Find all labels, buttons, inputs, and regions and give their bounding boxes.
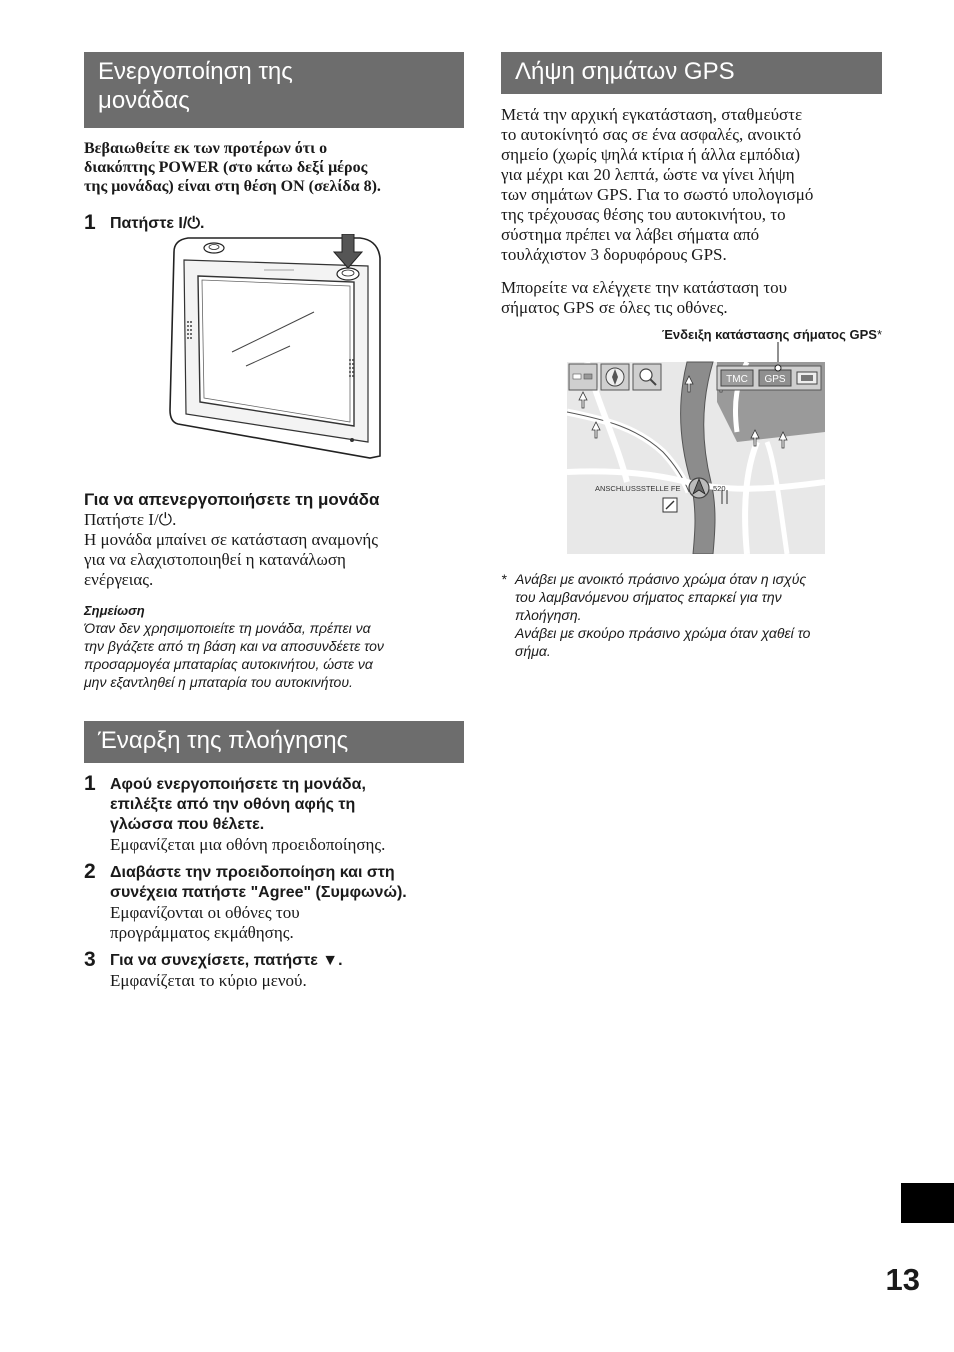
title-line: Αφού ενεργοποιήσετε τη μονάδα,	[110, 776, 366, 793]
body-line: Μετά την αρχική εγκατάσταση, σταθμεύστε	[501, 105, 803, 124]
body-line: το αυτοκίνητό σας σε ένα ασφαλές, ανοικτό	[501, 125, 802, 144]
body-line: σημείο (χωρίς ψηλά κτίρια ή άλλα εμπόδια)	[501, 145, 800, 164]
gps-footnote	[501, 570, 882, 660]
section-heading-start-navigation: Έναρξη της πλοήγησης	[84, 721, 464, 763]
note-line: Όταν δεν χρησιμοποιείτε τη μονάδα, πρέπει να	[84, 620, 371, 636]
street-label: ANSCHLUSSSTELLE FE	[595, 484, 681, 493]
gps-indicator-caption	[501, 327, 882, 342]
footnote-line: πλοήγηση.	[515, 607, 582, 623]
title-line: συνέχεια πατήστε "Agree" (Συμφωνώ).	[110, 884, 407, 901]
body-line: των σημάτων GPS. Για το σωστό υπολογισμό	[501, 185, 814, 204]
heading-line: Ενεργοποίηση της	[98, 58, 293, 85]
right-column	[501, 52, 882, 660]
footnote-line: Ανάβει με ανοικτό πράσινο χρώμα όταν η ισχύς	[515, 571, 807, 587]
step-body: Εμφανίζεται μια οθόνη προειδοποίησης.	[110, 835, 386, 854]
note-text	[84, 619, 464, 691]
footnote-line: του λαμβανόμενου σήματος επαρκεί για την	[515, 589, 782, 605]
step-number: 1	[84, 772, 96, 795]
section-tab	[901, 1183, 954, 1223]
footnote-line: σήμα.	[515, 643, 551, 659]
gps-label: GPS	[764, 374, 786, 385]
body-line: για να ελαχιστοποιηθεί η κατανάλωση	[84, 550, 346, 569]
nav-step-3	[84, 948, 464, 991]
body-line: για μέχρι και 20 λεπτά, ώστε να γίνει λήψη	[501, 165, 795, 184]
gps-map-screenshot	[567, 342, 825, 554]
body-line: σήματος GPS σε όλες τις οθόνες.	[501, 298, 728, 317]
step-body	[110, 903, 464, 943]
intro-text	[84, 139, 464, 196]
caption-mark: *	[876, 327, 882, 342]
body-line: Εμφανίζονται οι οθόνες του	[110, 903, 300, 922]
intro-line: της μονάδας) είναι στη θέση ON (σελίδα 8).	[84, 178, 381, 195]
caption-text: Ένδειξη κατάστασης σήματος GPS	[661, 327, 877, 342]
body-line: Η μονάδα μπαίνει σε κατάσταση αναμονής	[84, 530, 378, 549]
intro-line: διακόπτης POWER (στο κάτω δεξί μέρος	[84, 159, 368, 176]
gps-paragraph-2	[501, 278, 882, 318]
step-title: Πατήστε I/⏻.	[110, 215, 205, 232]
left-column	[84, 52, 464, 991]
note-line: προσαρμογέα μπαταρίας αυτοκινήτου, ώστε να	[84, 656, 373, 672]
body-line: Μπορείτε να ελέγχετε την κατάσταση του	[501, 278, 788, 297]
note-line: την βγάζετε από τη βάση και να αποσυνδέετε τον	[84, 638, 384, 654]
device-illustration	[164, 234, 384, 466]
step-body: Εμφανίζεται το κύριο μενού.	[110, 971, 307, 990]
step-number: 2	[84, 860, 96, 883]
nav-step-1	[84, 772, 464, 855]
step-title	[110, 863, 464, 903]
step-number: 1	[84, 211, 96, 234]
body-line: τουλάχιστον 3 δορυφόρους GPS.	[501, 245, 727, 264]
step-title	[110, 775, 464, 835]
title-line: γλώσσα που θέλετε.	[110, 816, 265, 833]
tmc-label: TMC	[726, 374, 748, 385]
page-number: 13	[885, 1262, 920, 1297]
deactivate-text	[84, 510, 464, 590]
body-line: ενέργειας.	[84, 570, 154, 589]
section-heading-power-on	[84, 52, 464, 128]
step-title: Για να συνεχίσετε, πατήστε ▼.	[110, 952, 343, 969]
heading-line: μονάδας	[98, 87, 190, 114]
footnote-line: Ανάβει με σκούρο πράσινο χρώμα όταν χαθεί το	[515, 625, 811, 641]
body-line: σύστημα πρέπει να λάβει σήματα από	[501, 225, 760, 244]
title-line: επιλέξτε από την οθόνη αφής τη	[110, 796, 356, 813]
power-step-1	[84, 211, 464, 234]
section-heading-gps-signal: Λήψη σημάτων GPS	[501, 52, 882, 94]
body-line: της τρέχουσας θέσης του αυτοκινήτου, το	[501, 205, 786, 224]
nav-step-2	[84, 860, 464, 943]
body-line: προγράμματος εκμάθησης.	[110, 923, 294, 942]
note-title: Σημείωση	[84, 603, 145, 618]
title-line: Διαβάστε την προειδοποίηση και στη	[110, 864, 395, 881]
note-line: μην εξαντληθεί η μπαταρία του αυτοκινήτου.	[84, 674, 353, 690]
footnote-mark: *	[501, 571, 507, 587]
deactivate-heading: Για να απενεργοποιήσετε τη μονάδα	[84, 490, 380, 509]
intro-line: Βεβαιωθείτε εκ των προτέρων ότι ο	[84, 140, 328, 157]
body-line: Πατήστε I/⏻.	[84, 510, 177, 529]
step-number: 3	[84, 948, 96, 971]
gps-paragraph-1	[501, 105, 882, 265]
road-number-label: 520	[713, 484, 726, 493]
